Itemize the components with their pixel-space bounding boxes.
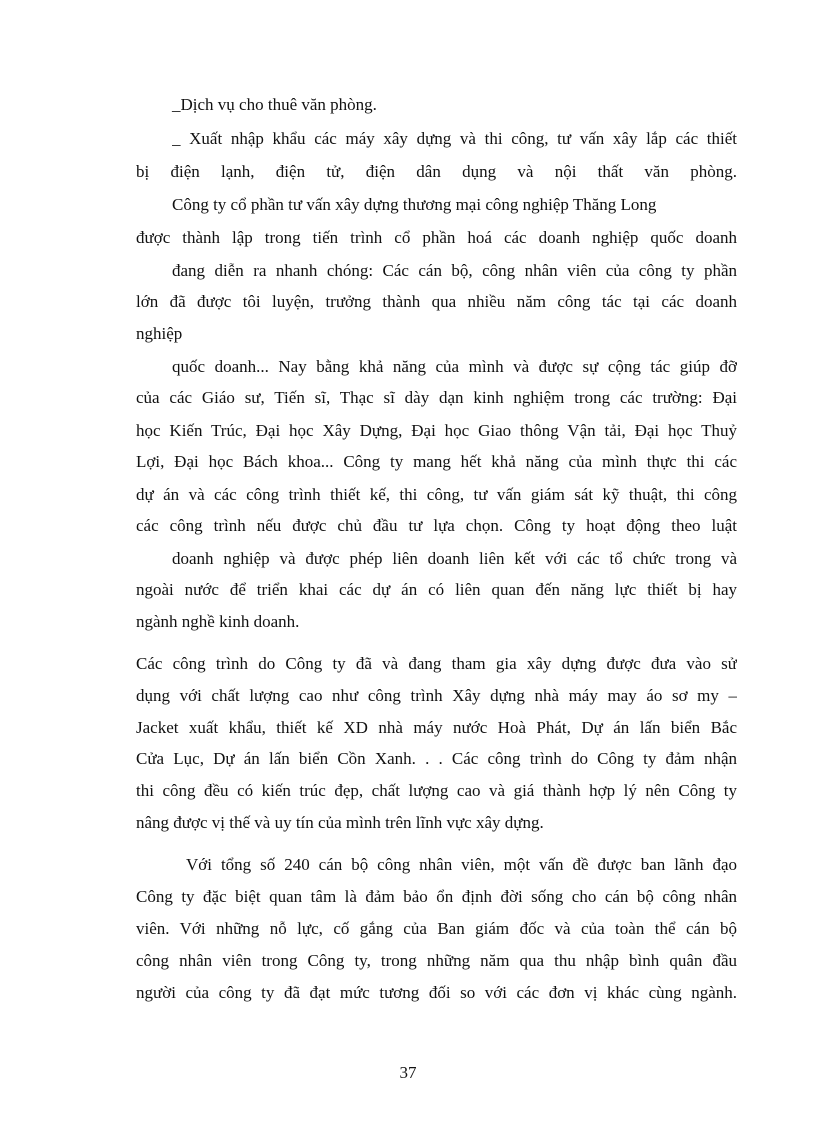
text-line: Các công trình do Công ty đã và đang tham gia xây dựng được đưa vào sử: [136, 654, 737, 673]
text-line: quốc doanh... Nay bằng khả năng của mình và được sự cộng tác giúp đỡ: [172, 357, 737, 376]
text-line: Lợi, Đại học Bách khoa... Công ty mang hết khả năng của mình thực thi các: [136, 452, 737, 471]
text-line: Công ty cổ phần tư vấn xây dựng thương mại công nghiệp Thăng Long: [172, 195, 657, 214]
text-line: thi công đều có kiến trúc đẹp, chất lượng cao và giá thành hợp lý nên Công ty: [136, 781, 737, 800]
text-line: _Dịch vụ cho thuê văn phòng.: [172, 95, 377, 114]
text-line: bị điện lạnh, điện tử, điện dân dụng và nội thất văn phòng.: [136, 162, 737, 181]
text-line: Jacket xuất khẩu, thiết kế XD nhà máy nước Hoà Phát, Dự án lấn biển Bắc: [136, 718, 737, 737]
text-line: các công trình nếu được chủ đầu tư lựa chọn. Công ty hoạt động theo luật: [136, 516, 737, 535]
text-line: Công ty đặc biệt quan tâm là đảm bảo ổn định đời sống cho cán bộ công nhân: [136, 887, 737, 906]
text-line: ngoài nước để triển khai các dự án có liên quan đến năng lực thiết bị hay: [136, 580, 737, 599]
text-line: người của công ty đã đạt mức tương đối so với các đơn vị khác cùng ngành.: [136, 983, 737, 1002]
text-line: _ Xuất nhập khẩu các máy xây dựng và thi công, tư vấn xây lắp các thiết: [172, 129, 737, 148]
text-line: dụng với chất lượng cao như công trình Xây dựng nhà máy may áo sơ my –: [136, 686, 737, 705]
text-line: học Kiến Trúc, Đại học Xây Dựng, Đại học Giao thông Vận tải, Đại học Thuỷ: [136, 421, 737, 440]
text-line: nâng được vị thế và uy tín của mình trên lĩnh vực xây dựng.: [136, 813, 544, 832]
text-line: viên. Với những nỗ lực, cố gắng của Ban giám đốc và của toàn thể cán bộ: [136, 919, 737, 938]
text-line: được thành lập trong tiến trình cổ phần hoá các doanh nghiệp quốc doanh: [136, 228, 737, 247]
text-line: đang diễn ra nhanh chóng: Các cán bộ, công nhân viên của công ty phần: [172, 261, 737, 280]
text-line: công nhân viên trong Công ty, trong những năm qua thu nhập bình quân đầu: [136, 951, 737, 970]
text-line: doanh nghiệp và được phép liên doanh liên kết với các tổ chức trong và: [172, 549, 737, 568]
text-line: ngành nghề kinh doanh.: [136, 612, 300, 631]
text-line: của các Giáo sư, Tiến sĩ, Thạc sĩ dày dạn kinh nghiệm trong các trường: Đại: [136, 388, 737, 407]
text-line: lớn đã được tôi luyện, trưởng thành qua nhiều năm công tác tại các doanh: [136, 292, 737, 311]
text-line: Với tổng số 240 cán bộ công nhân viên, một vấn đề được ban lãnh đạo: [186, 855, 737, 874]
text-line: dự án và các công trình thiết kế, thi công, tư vấn giám sát kỹ thuật, thi công: [136, 485, 737, 504]
text-line: nghiệp: [136, 324, 183, 343]
text-line: Cửa Lục, Dự án lấn biển Cồn Xanh. . . Các công trình do Công ty đảm nhận: [136, 749, 737, 768]
page-number: 37: [399, 1063, 417, 1082]
